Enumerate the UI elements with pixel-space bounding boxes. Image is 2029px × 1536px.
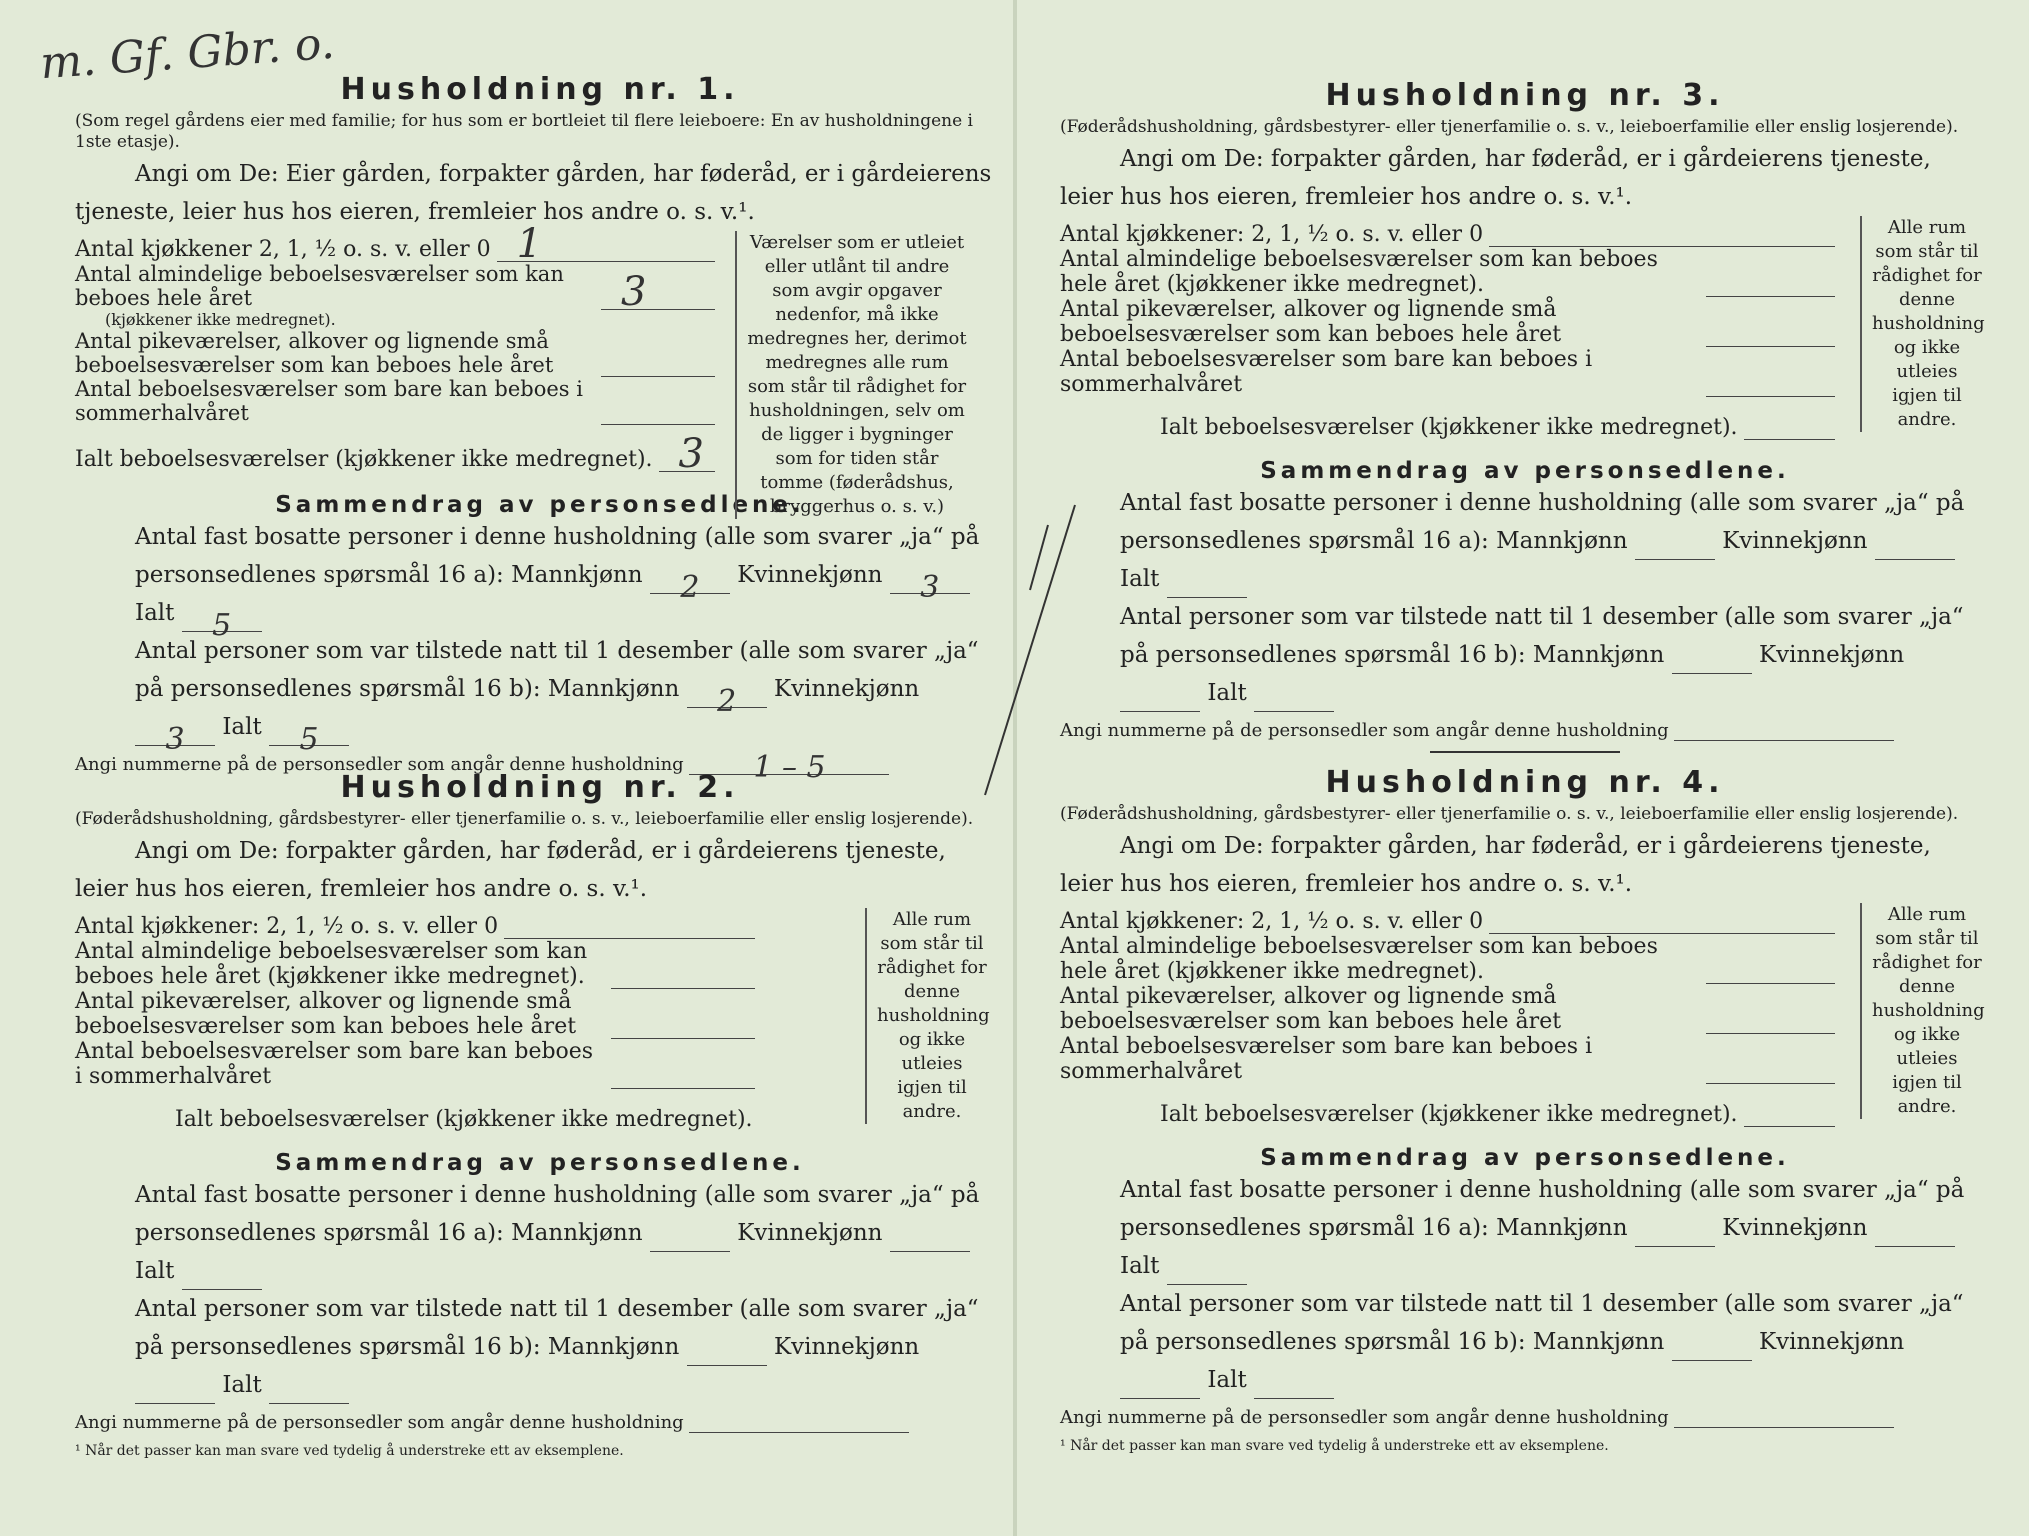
household-4-summary: Antal fast bosatte personer i denne husholdning (alle som svarer „ja“ på personsedlenes spørsmål 16 a): Mannkjønn Kvinnekjønn Ialt Antal personer som var tilstede natt til 1 desember (alle som svarer „ja“ på personsedlenes spørsmål 16 b): Mannkjønn Kvinnekjønn Ialt (1060, 1171, 1990, 1399)
household-3-rooms-note: Alle rum som står til rådighet for denne husholdning og ikke utleies igjen til andre. (1860, 216, 1982, 432)
present-female-field[interactable] (1120, 1374, 1200, 1399)
household-3-note: (Føderådshusholdning, gårdsbestyrer- eller tjenerfamilie o. s. v., leieboerfamilie eller enslig losjerende). (1060, 117, 1959, 137)
household-3 (1060, 78, 1990, 753)
separator-line (1430, 751, 1620, 753)
summer-rooms-row: Antal beboelsesværelser som bare kan beboes i sommerhalvåret (1060, 347, 1835, 397)
present-total-field[interactable] (1254, 687, 1334, 712)
resident-female-field[interactable] (890, 1227, 970, 1252)
present-male-field[interactable]: 2 (687, 683, 767, 708)
maid-rooms-row: Antal pikeværelser, alkover og lignende små beboelsesværelser som kan beboes hele året (75, 329, 715, 377)
present-total-field[interactable] (269, 1379, 349, 1404)
household-3-title: Husholdning nr. 3. (1325, 78, 1725, 113)
present-male-field[interactable] (687, 1341, 767, 1366)
summer-rooms-field[interactable] (1706, 374, 1835, 397)
household-4-numbers-row: Angi nummerne på de personsedler som angår denne husholdning (1060, 1403, 1990, 1428)
household-4-summary-title: Sammendrag av personsedlene. (1260, 1145, 1790, 1171)
household-4-status-question: Angi om De: forpakter gården, har føderåd, er i gårdeierens tjeneste, leier hus hos eieren, fremleier hos andre o. s. v.¹. (1060, 833, 1931, 897)
resident-total-field[interactable] (182, 1265, 262, 1290)
household-2-note: (Føderådshusholdning, gårdsbestyrer- eller tjenerfamilie o. s. v., leieboerfamilie eller enslig losjerende). (75, 809, 974, 829)
summer-rooms-row: Antal beboelsesværelser som bare kan beboes i sommerhalvåret (1060, 1034, 1835, 1084)
total-rooms-row: Ialt beboelsesværelser (kjøkkener ikke medregnet). (175, 1107, 753, 1132)
resident-female-field[interactable] (1875, 1222, 1955, 1247)
footnote: ¹ Når det passer kan man svare ved tydelig å understreke ett av eksemplene. (1060, 1438, 1609, 1454)
household-4-rooms-note: Alle rum som står til rådighet for denne husholdning og ikke utleies igjen til andre. (1860, 903, 1982, 1119)
resident-total-field[interactable] (1167, 1260, 1247, 1285)
household-3-numbers-row: Angi nummerne på de personsedler som angår denne husholdning (1060, 716, 1990, 741)
kitchens-row: Antal kjøkkener: 2, 1, ½ o. s. v. eller 0 (1060, 216, 1835, 247)
resident-male-field[interactable] (1635, 1222, 1715, 1247)
maid-rooms-field[interactable] (601, 354, 715, 377)
summer-rooms-field[interactable] (601, 402, 715, 425)
household-2-numbers-row: Angi nummerne på de personsedler som angår denne husholdning (75, 1408, 1005, 1433)
household-3-numbers-field[interactable] (1674, 716, 1894, 741)
present-female-field[interactable] (135, 1379, 215, 1404)
maid-rooms-field[interactable] (1706, 1011, 1835, 1034)
household-2-status-question: Angi om De: forpakter gården, har føderåd, er i gårdeierens tjeneste, leier hus hos eieren, fremleier hos andre o. s. v.¹. (75, 838, 946, 902)
resident-female-field[interactable]: 3 (890, 569, 970, 594)
household-3-rooms (1060, 216, 1990, 440)
household-3-summary-title: Sammendrag av personsedlene. (1260, 458, 1790, 484)
household-1 (75, 72, 1005, 785)
resident-male-field[interactable]: 2 (650, 569, 730, 594)
total-rooms-field[interactable] (1744, 1104, 1835, 1127)
resident-total-field[interactable] (1167, 573, 1247, 598)
ordinary-rooms-field[interactable] (1706, 274, 1835, 297)
summer-rooms-row: Antal beboelsesværelser som bare kan beboes i sommerhalvåret (75, 377, 715, 425)
summer-rooms-field[interactable] (1706, 1061, 1835, 1084)
maid-rooms-row: Antal pikeværelser, alkover og lignende små beboelsesværelser som kan beboes hele året (1060, 984, 1835, 1034)
maid-rooms-field[interactable] (1706, 324, 1835, 347)
ordinary-rooms-row: Antal almindelige beboelsesværelser som kan beboes hele året (kjøkkener ikke medregnet). (75, 939, 755, 989)
household-3-status-question: Angi om De: forpakter gården, har føderåd, er i gårdeierens tjeneste, leier hus hos eieren, fremleier hos andre o. s. v.¹. (1060, 146, 1931, 210)
total-rooms-field[interactable] (1744, 417, 1835, 440)
summer-rooms-field[interactable] (611, 1066, 755, 1089)
household-1-summary-title: Sammendrag av personsedlene. (275, 492, 805, 518)
present-male-field[interactable] (1672, 1336, 1752, 1361)
household-4 (1060, 765, 1990, 1454)
kitchens-field[interactable] (1489, 911, 1835, 934)
resident-total-field[interactable]: 5 (182, 607, 262, 632)
resident-male-field[interactable] (1635, 535, 1715, 560)
ordinary-rooms-row: Antal almindelige beboelsesværelser som kan beboes hele året (kjøkkener ikke medregnet). (1060, 247, 1835, 297)
kitchens-row: Antal kjøkkener: 2, 1, ½ o. s. v. eller 0 (1060, 903, 1835, 934)
corner-handwritten-note: m. Gf. Gbr. o. (38, 17, 337, 90)
ordinary-rooms-field[interactable] (611, 966, 755, 989)
household-4-rooms (1060, 903, 1990, 1127)
ordinary-rooms-note: (kjøkkener ikke medregnet). (105, 310, 336, 329)
household-1-rooms-note: Værelser som er utleiet eller utlånt til andre som avgir opgaver nedenfor, må ikke medregnes her, derimot medregnes alle rum som står til rådighet for husholdningen, selv om de ligger i bygninger som for tiden står tomme (føderådshus, bryggerhus o. s. v.) (735, 231, 967, 519)
maid-rooms-row: Antal pikeværelser, alkover og lignende små beboelsesværelser som kan beboes hele året (75, 989, 755, 1039)
ordinary-rooms-row: Antal almindelige beboelsesværelser som kan beboes hele året (kjøkkener ikke medregnet). (1060, 934, 1835, 984)
household-2-summary: Antal fast bosatte personer i denne husholdning (alle som svarer „ja“ på personsedlenes spørsmål 16 a): Mannkjønn Kvinnekjønn Ialt Antal personer som var tilstede natt til 1 desember (alle som svarer „ja“ på personsedlenes spørsmål 16 b): Mannkjønn Kvinnekjønn Ialt (75, 1176, 1005, 1404)
present-total-field[interactable]: 5 (269, 721, 349, 746)
household-2-title: Husholdning nr. 2. (340, 770, 740, 805)
ordinary-rooms-row: Antal almindelige beboelsesværelser som kan beboes hele året 3 (75, 262, 715, 310)
total-rooms-row: Ialt beboelsesværelser (kjøkkener ikke medregnet). (1060, 409, 1835, 440)
household-1-title: Husholdning nr. 1. (340, 72, 740, 107)
kitchens-row: Antal kjøkkener 2, 1, ½ o. s. v. eller 0 1 (75, 231, 715, 262)
present-male-field[interactable] (1672, 649, 1752, 674)
household-4-numbers-field[interactable] (1674, 1403, 1894, 1428)
household-1-status-question: Angi om De: Eier gården, forpakter gården, har føderåd, er i gårdeierens tjeneste, leier hus hos eieren, fremleier hos andre o. s. v.¹. (75, 161, 992, 225)
household-1-note: (Som regel gårdens eier med familie; for hus som er bortleiet til flere leieboere: En av husholdningene i 1ste etasje). (75, 111, 973, 152)
summer-rooms-row: Antal beboelsesværelser som bare kan beboes i sommerhalvåret (75, 1039, 755, 1089)
household-1-summary: Antal fast bosatte personer i denne husholdning (alle som svarer „ja“ på personsedlenes spørsmål 16 a): Mannkjønn 2 Kvinnekjønn 3 Ialt 5 Antal personer som var tilstede natt til 1 desember (alle som svarer „ja“ på personsedlenes spørsmål 16 b): Mannkjønn 2 Kvinnekjønn 3 Ialt 5 (135, 524, 980, 757)
present-female-field[interactable] (1120, 687, 1200, 712)
total-rooms-row: Ialt beboelsesværelser (kjøkkener ikke medregnet). (1060, 1096, 1835, 1127)
total-rooms-row: Ialt beboelsesværelser (kjøkkener ikke medregnet). 3 (75, 441, 715, 472)
page-fold (1013, 0, 1017, 1536)
kitchens-field[interactable]: 1 (497, 239, 715, 262)
resident-female-field[interactable] (1875, 535, 1955, 560)
household-2-summary-title: Sammendrag av personsedlene. (275, 1150, 805, 1176)
household-1-numbers-field[interactable]: 1 – 5 (689, 750, 889, 775)
household-4-note: (Føderådshusholdning, gårdsbestyrer- eller tjenerfamilie o. s. v., leieboerfamilie eller enslig losjerende). (1060, 804, 1959, 824)
household-2-rooms (75, 908, 1005, 1132)
household-2-rooms-note: Alle rum som står til rådighet for denne husholdning og ikke utleies igjen til andre. (865, 908, 987, 1124)
resident-male-field[interactable] (650, 1227, 730, 1252)
total-rooms-field[interactable]: 3 (659, 449, 715, 472)
diagonal-pen-stroke (1030, 525, 1048, 590)
ordinary-rooms-field[interactable]: 3 (601, 287, 715, 310)
present-total-field[interactable] (1254, 1374, 1334, 1399)
kitchens-field[interactable] (504, 916, 755, 939)
maid-rooms-field[interactable] (611, 1016, 755, 1039)
footnote: ¹ Når det passer kan man svare ved tydelig å understreke ett av eksemplene. (75, 1443, 624, 1459)
present-female-field[interactable]: 3 (135, 721, 215, 746)
household-4-title: Husholdning nr. 4. (1325, 765, 1725, 800)
kitchens-row: Antal kjøkkener: 2, 1, ½ o. s. v. eller 0 (75, 908, 755, 939)
household-1-numbers-row: Angi nummerne på de personsedler som angår denne husholdning 1 – 5 (75, 750, 1005, 775)
maid-rooms-row: Antal pikeværelser, alkover og lignende små beboelsesværelser som kan beboes hele året (1060, 297, 1835, 347)
household-3-summary: Antal fast bosatte personer i denne husholdning (alle som svarer „ja“ på personsedlenes spørsmål 16 a): Mannkjønn Kvinnekjønn Ialt Antal personer som var tilstede natt til 1 desember (alle som svarer „ja“ på personsedlenes spørsmål 16 b): Mannkjønn Kvinnekjønn Ialt (1060, 484, 1990, 712)
household-2-numbers-field[interactable] (689, 1408, 909, 1433)
kitchens-field[interactable] (1489, 224, 1835, 247)
ordinary-rooms-field[interactable] (1706, 961, 1835, 984)
household-2 (75, 770, 1005, 1459)
